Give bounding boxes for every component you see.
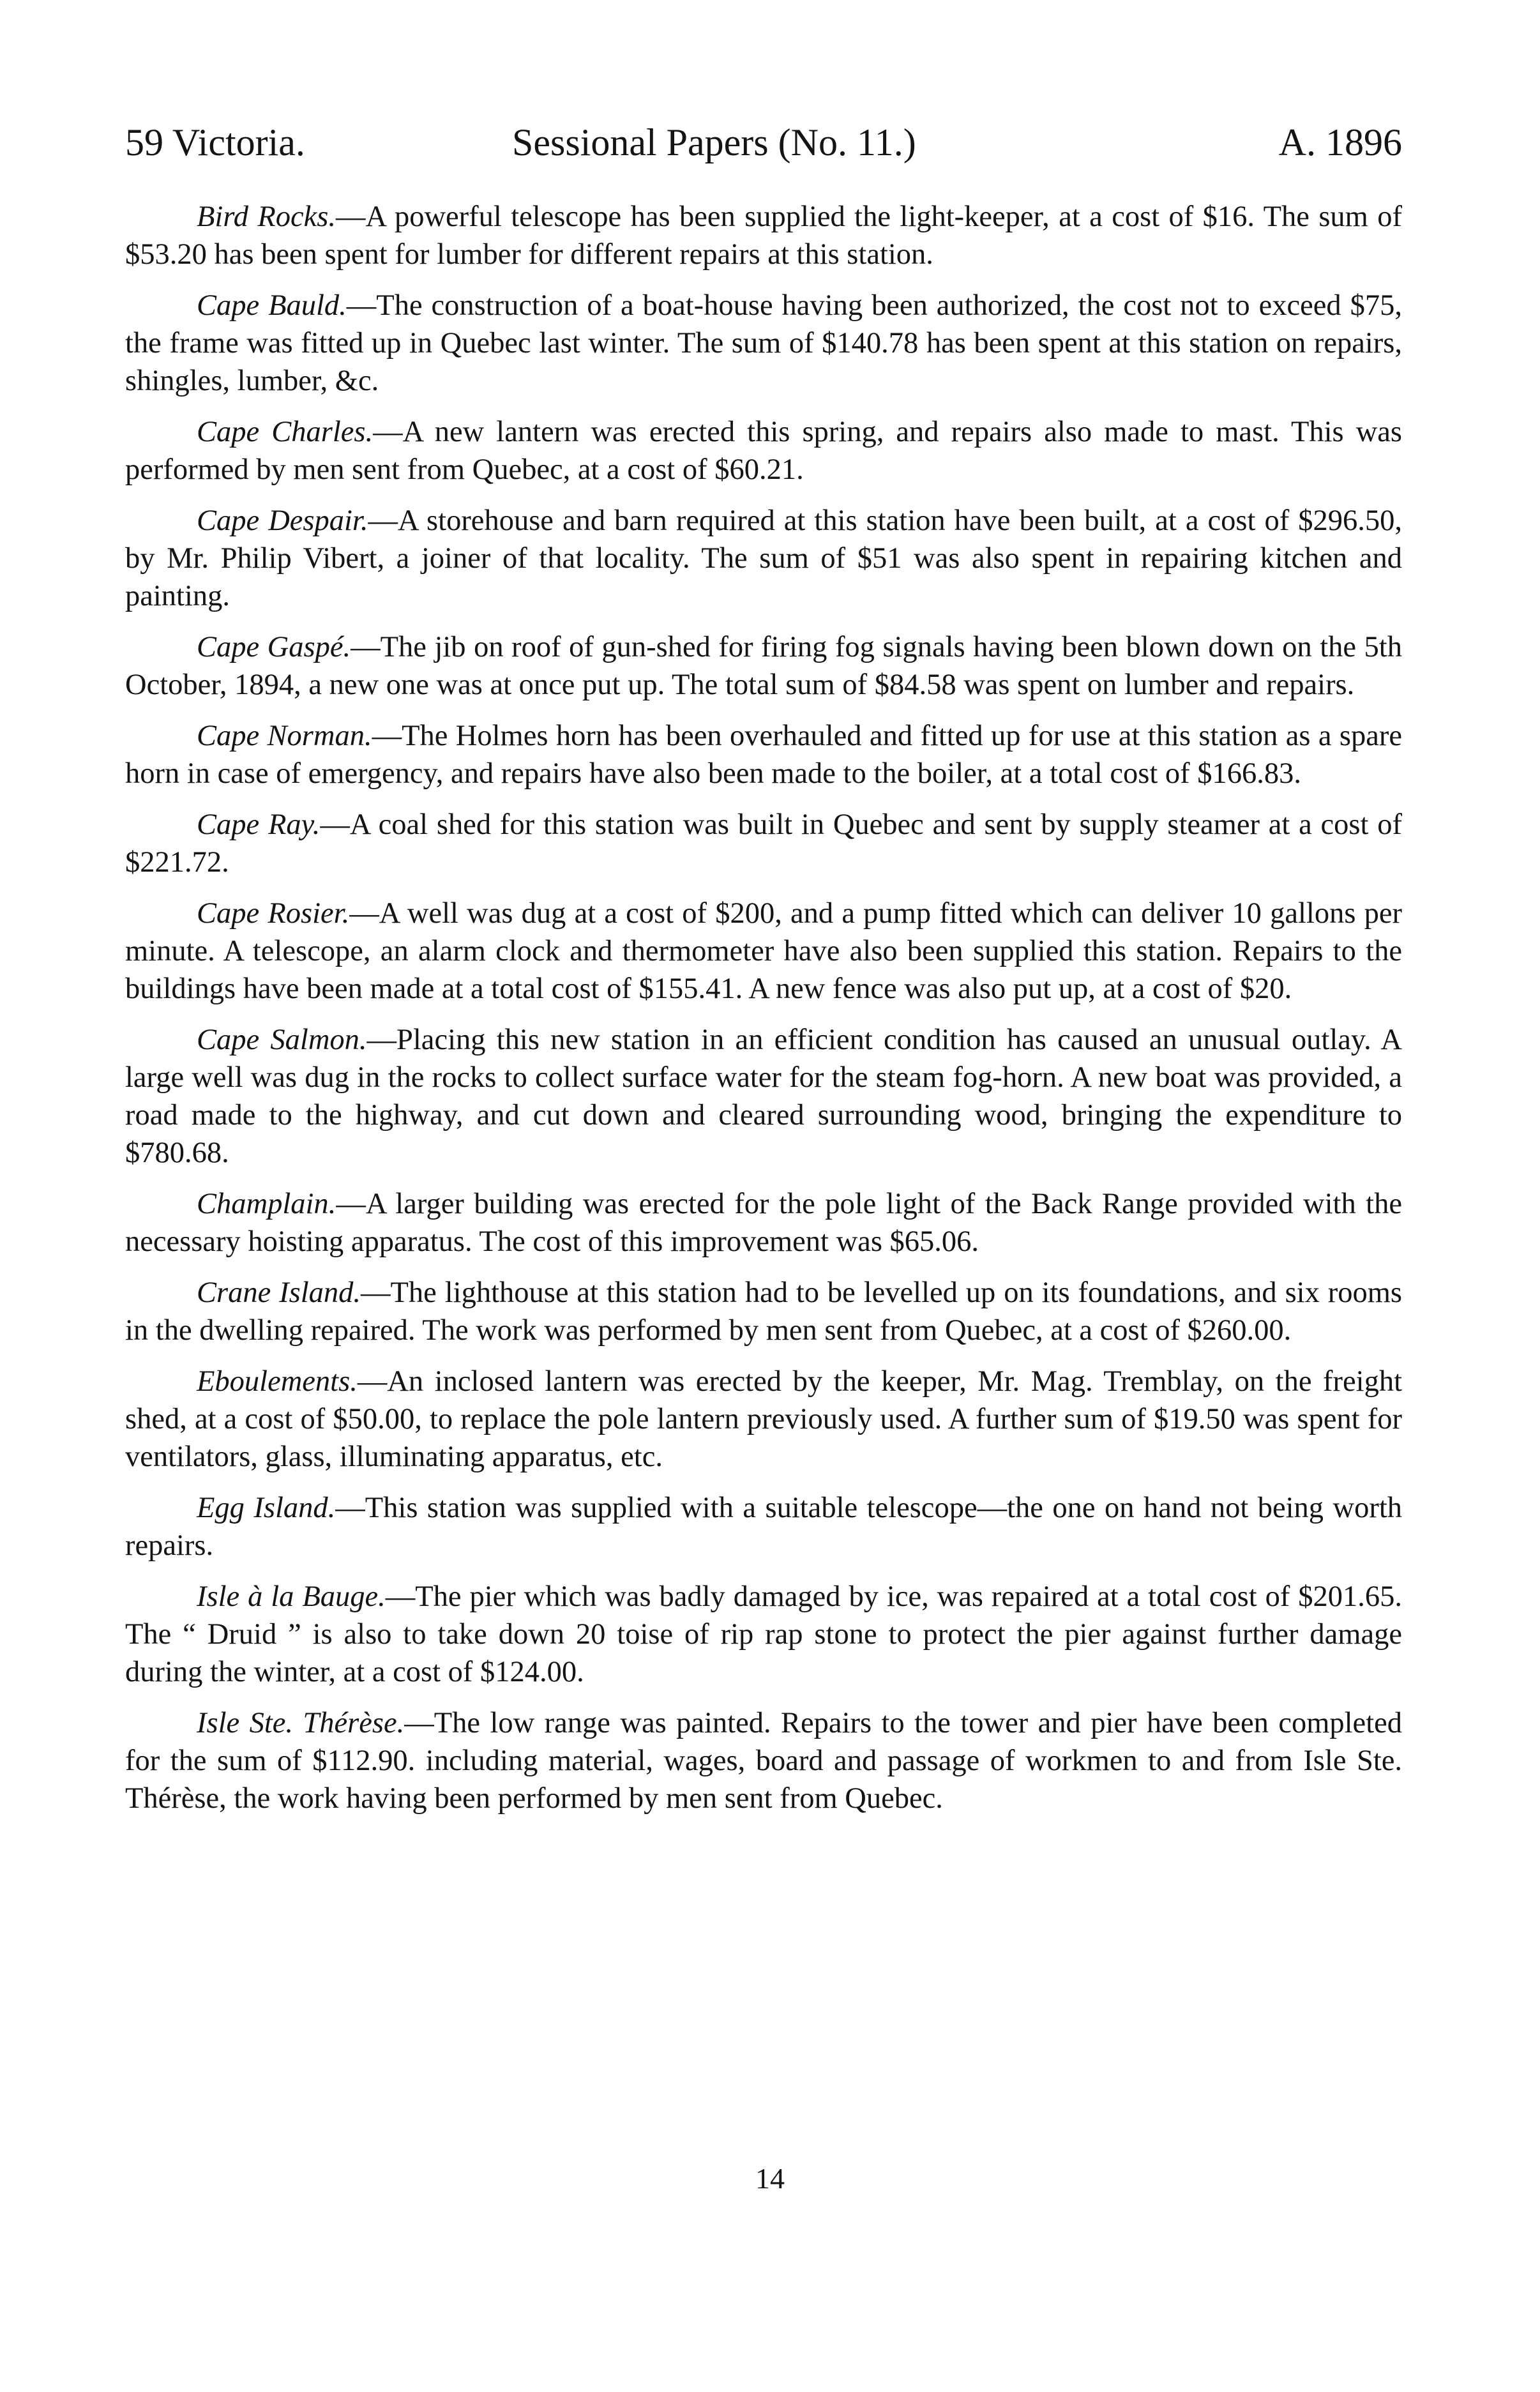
station-name: Cape Despair. xyxy=(197,504,368,537)
station-name: Cape Salmon. xyxy=(197,1024,367,1056)
station-name: Cape Charles. xyxy=(197,416,374,448)
paragraph-text: —The construction of a boat-house having been authorized, the cost not to exceed $75, the frame was fitted up in Quebec last winter. The sum of $140.78 has been spent at this station on repairs, shingles, lumber, &c. xyxy=(125,289,1402,397)
paragraph-cape-bauld xyxy=(125,287,1402,400)
paragraph-text: —A storehouse and barn required at this station have been built, at a cost of $296.50, by Mr. Philip Vibert, a joiner of that locality. The sum of $51 was also spent in repairing kitchen and painting. xyxy=(125,504,1402,612)
station-name: Egg Island. xyxy=(197,1492,336,1524)
station-name: Champlain. xyxy=(197,1188,336,1220)
paragraph-text: —This station was supplied with a suitable telescope—the one on hand not being worth repairs. xyxy=(125,1492,1403,1562)
station-name: Isle Ste. Thérèse. xyxy=(197,1707,405,1739)
page-header xyxy=(125,107,1402,178)
paragraph-eboulements xyxy=(125,1363,1402,1476)
station-name: Crane Island. xyxy=(197,1276,361,1309)
station-name: Bird Rocks. xyxy=(197,201,336,233)
paragraph-cape-charles xyxy=(125,413,1402,488)
paragraph-text: —Placing this new station in an efficient condition has caused an unusual outlay. A large well was dug in the rocks to collect surface water for the steam fog-horn. A new boat was provided, a road made to the highway, and cut down and cleared surrounding wood, bringing the expenditure to $780.68. xyxy=(125,1024,1402,1169)
header-year: A. 1896 xyxy=(1278,121,1402,163)
station-name: Eboulements. xyxy=(197,1365,358,1398)
paragraph-isle-ste-therese xyxy=(125,1704,1402,1817)
page-number: 14 xyxy=(755,2162,785,2195)
paragraph-text: —A coal shed for this station was built in Quebec and sent by supply steamer at a cost of $221.72. xyxy=(125,808,1402,879)
station-name: Cape Norman. xyxy=(197,720,372,752)
paragraph-bird-rocks xyxy=(125,198,1402,273)
paragraph-text: —An inclosed lantern was erected by the keeper, Mr. Mag. Tremblay, on the freight shed, at a cost of $50.00, to replace the pole lantern previously used. A further sum of $19.50 was spent for ventilators, glass, illuminating apparatus, etc. xyxy=(125,1365,1402,1473)
paragraph-text: —The Holmes horn has been overhauled and fitted up for use at this station as a spare horn in case of emergency, and repairs have also been made to the boiler, at a total cost of $166.83. xyxy=(125,720,1402,790)
paragraph-text: —The lighthouse at this station had to be levelled up on its foundations, and six rooms in the dwelling repaired. The work was performed by men sent from Quebec, at a cost of $260.00. xyxy=(125,1276,1402,1347)
paragraph-cape-salmon xyxy=(125,1021,1402,1172)
station-name: Cape Gaspé. xyxy=(197,631,351,663)
paragraph-champlain xyxy=(125,1185,1402,1260)
header-volume: 59 Victoria. xyxy=(125,121,305,163)
body-text xyxy=(125,198,1402,1831)
paragraph-isle-a-la-bauge xyxy=(125,1578,1402,1691)
paragraph-text: —The pier which was badly damaged by ice, was repaired at a total cost of $201.65. The “ Druid ” is also to take down 20 toise of rip rap stone to protect the pier against further damage during the winter, at a cost of $124.00. xyxy=(125,1580,1402,1688)
station-name: Isle à la Bauge. xyxy=(197,1580,386,1613)
paragraph-cape-norman xyxy=(125,717,1402,792)
station-name: Cape Bauld. xyxy=(197,289,347,322)
station-name: Cape Rosier. xyxy=(197,897,350,930)
paragraph-cape-rosier xyxy=(125,895,1402,1008)
paragraph-text: —A well was dug at a cost of $200, and a pump fitted which can deliver 10 gallons per minute. A telescope, an alarm clock and thermometer have also been supplied this station. Repairs to the buildings have been made at a total cost of $155.41. A new fence was also put up, at a cost of $20. xyxy=(125,897,1402,1005)
station-name: Cape Ray. xyxy=(197,808,321,841)
header-title: Sessional Papers (No. 11.) xyxy=(512,121,916,163)
paragraph-egg-island xyxy=(125,1489,1402,1564)
paragraph-crane-island xyxy=(125,1274,1402,1349)
paragraph-text: —The jib on roof of gun-shed for firing fog signals having been blown down on the 5th October, 1894, a new one was at once put up. The total sum of $84.58 was spent on lumber and repairs. xyxy=(125,631,1402,701)
paragraph-text: —The low range was painted. Repairs to the tower and pier have been completed for the sum of $112.90. including material, wages, board and passage of workmen to and from Isle Ste. Thérèse, the work having been performed by men sent from Quebec. xyxy=(125,1707,1403,1815)
paragraph-cape-despair xyxy=(125,502,1402,615)
paragraph-cape-gaspe xyxy=(125,628,1402,704)
paragraph-text: —A larger building was erected for the pole light of the Back Range provided with the necessary hoisting apparatus. The cost of this improvement was $65.06. xyxy=(125,1188,1402,1258)
paragraph-text: —A new lantern was erected this spring, and repairs also made to mast. This was performed by men sent from Quebec, at a cost of $60.21. xyxy=(125,416,1403,486)
paragraph-cape-ray xyxy=(125,806,1402,881)
paragraph-text: —A powerful telescope has been supplied the light-keeper, at a cost of $16. The sum of $53.20 has been spent for lumber for different repairs at this station. xyxy=(125,201,1402,271)
